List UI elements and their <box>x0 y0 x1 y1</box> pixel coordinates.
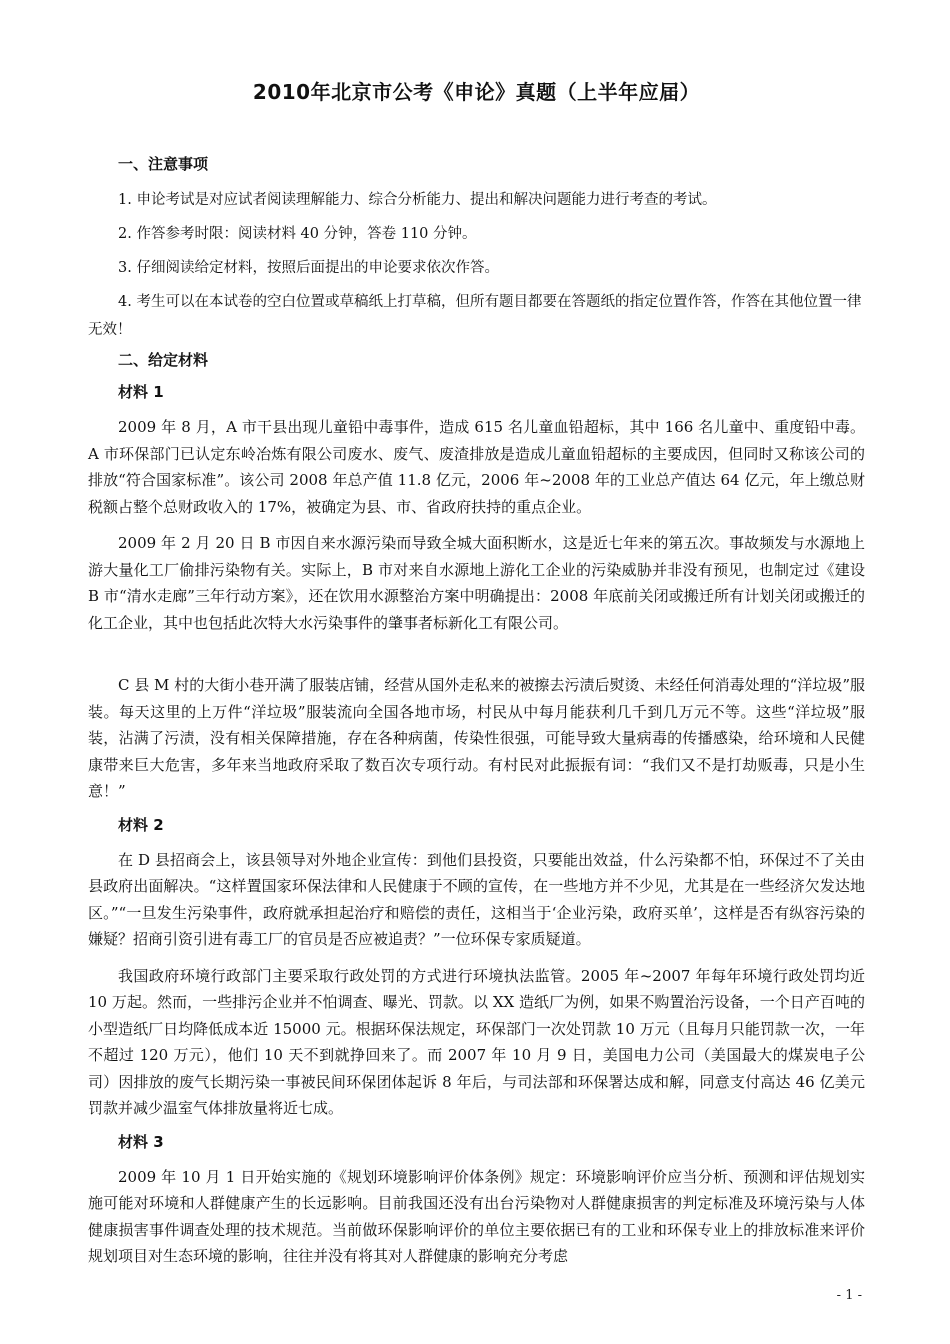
section-heading-materials: 二、给定材料 <box>118 351 209 369</box>
note-item: 4. 考生可以在本试卷的空白位置或草稿纸上打草稿，但所有题目都要在答题纸的指定位置作答，作答在其他位置一律无效！ <box>88 294 862 338</box>
document-page <box>88 78 865 1280</box>
material-paragraph: 2009 年 8 月，A 市干县出现儿童铅中毒事件，造成 615 名儿童血铅超标，其中 166 名儿童中、重度铅中毒。A 市环保部门已认定东岭冶炼有限公司废水、废气、废渣排放是造成儿童血铅超标的主要成因，但同时又称该公司的排放“符合国家标准”。该公司 2008 年总产值 11.8 亿元，2006 年~2008 年的工业总产值达 64 亿元，年上缴总财税额占整个总财政收入的 17%，被确定为县、市、省政府扶持的重点企业。 <box>88 418 865 516</box>
material-paragraph: C 县 M 村的大街小巷开满了服装店铺，经营从国外走私来的被擦去污渍后熨烫、未经任何消毒处理的“洋垃圾”服装。每天这里的上万件“洋垃圾”服装流向全国各地市场，村民从中每月能获利几千到几万元不等。这些“洋垃圾”服装，沾满了污渍，没有相关保障措施，存在各种病菌，传染性很强，可能导致大量病毒的传播感染，给环境和人民健康带来巨大危害，多年来当地政府采取了数百次专项行动。有村民对此振振有词：“我们又不是打劫贩毒，只是小生意！” <box>88 676 865 800</box>
note-item: 1. 申论考试是对应试者阅读理解能力、综合分析能力、提出和解决问题能力进行考查的考试。 <box>118 192 717 208</box>
material-1-label: 材料 1 <box>118 383 164 401</box>
document-title: 2010年北京市公考《申论》真题（上半年应届） <box>252 80 701 104</box>
page-number: - 1 - <box>836 1288 862 1303</box>
material-paragraph: 我国政府环境行政部门主要采取行政处罚的方式进行环境执法监管。2005 年~2007 年每年环境行政处罚均近 10 万起。然而，一些排污企业并不怕调查、曝光、罚款。以 XX 造纸厂为例，如果不购置治污设备，一个日产百吨的小型造纸厂日均降低成本近 15000 元。根据环保法规定，环保部门一次处罚款 10 万元（且每月只能罚款一次，一年不超过 120 万元），他们 10 天不到就挣回来了。而 2007 年 10 月 9 日，美国电力公司（美国最大的煤炭电子公司）因排放的废气长期污染一事被民间环保团体起诉 8 年后，与司法部和环保署达成和解，同意支付高达 46 亿美元罚款并减少温室气体排放量将近七成。 <box>88 966 865 1117</box>
material-paragraph: 2009 年 10 月 1 日开始实施的《规划环境影响评价体条例》规定：环境影响评价应当分析、预测和评估规划实施可能对环境和人群健康产生的长远影响。目前我国还没有出台污染物对人群健康损害的判定标准及环境污染与人体健康损害事件调查处理的技术规范。当前做环保影响评价的单位主要依据已有的工业和环保专业上的排放标准来评价规划项目对生态环境的影响，往往并没有将其对人群健康的影响充分考虑 <box>88 1167 865 1265</box>
note-item: 2. 作答参考时限：阅读材料 40 分钟，答卷 110 分钟。 <box>118 226 477 242</box>
material-3-label: 材料 3 <box>118 1132 164 1151</box>
section-heading-notes: 一、注意事项 <box>118 155 209 173</box>
material-2-label: 材料 2 <box>118 815 164 834</box>
material-paragraph: 在 D 县招商会上，该县领导对外地企业宣传：到他们县投资，只要能出效益，什么污染都不怕，环保过不了关由县政府出面解决。“这样置国家环保法律和人民健康于不顾的宣传，在一些地方并不少见，尤其是在一些经济欠发达地区。”“一旦发生污染事件，政府就承担起治疗和赔偿的责任，这相当于‘企业污染，政府买单’，这样是否有纵容污染的嫌疑？招商引资引进有毒工厂的官员是否应被追责？”一位环保专家质疑道。 <box>88 850 865 948</box>
paragraph-gap <box>88 646 865 672</box>
note-item: 3. 仔细阅读给定材料，按照后面提出的申论要求依次作答。 <box>118 260 499 276</box>
material-paragraph: 2009 年 2 月 20 日 B 市因自来水源污染而导致全城大面积断水，这是近七年来的第五次。事故频发与水源地上游大量化工厂偷排污染物有关。实际上，B 市对来自水源地上游化工企业的污染威胁并非没有预见，也制定过《建设 B 市“清水走廊”三年行动方案》，还在饮用水源整治方案中明确提出：2008 年底前关闭或搬迁所有计划关闭或搬迁的化工企业，其中也包括此次特大水污染事件的肇事者标新化工有限公司。 <box>88 534 865 632</box>
